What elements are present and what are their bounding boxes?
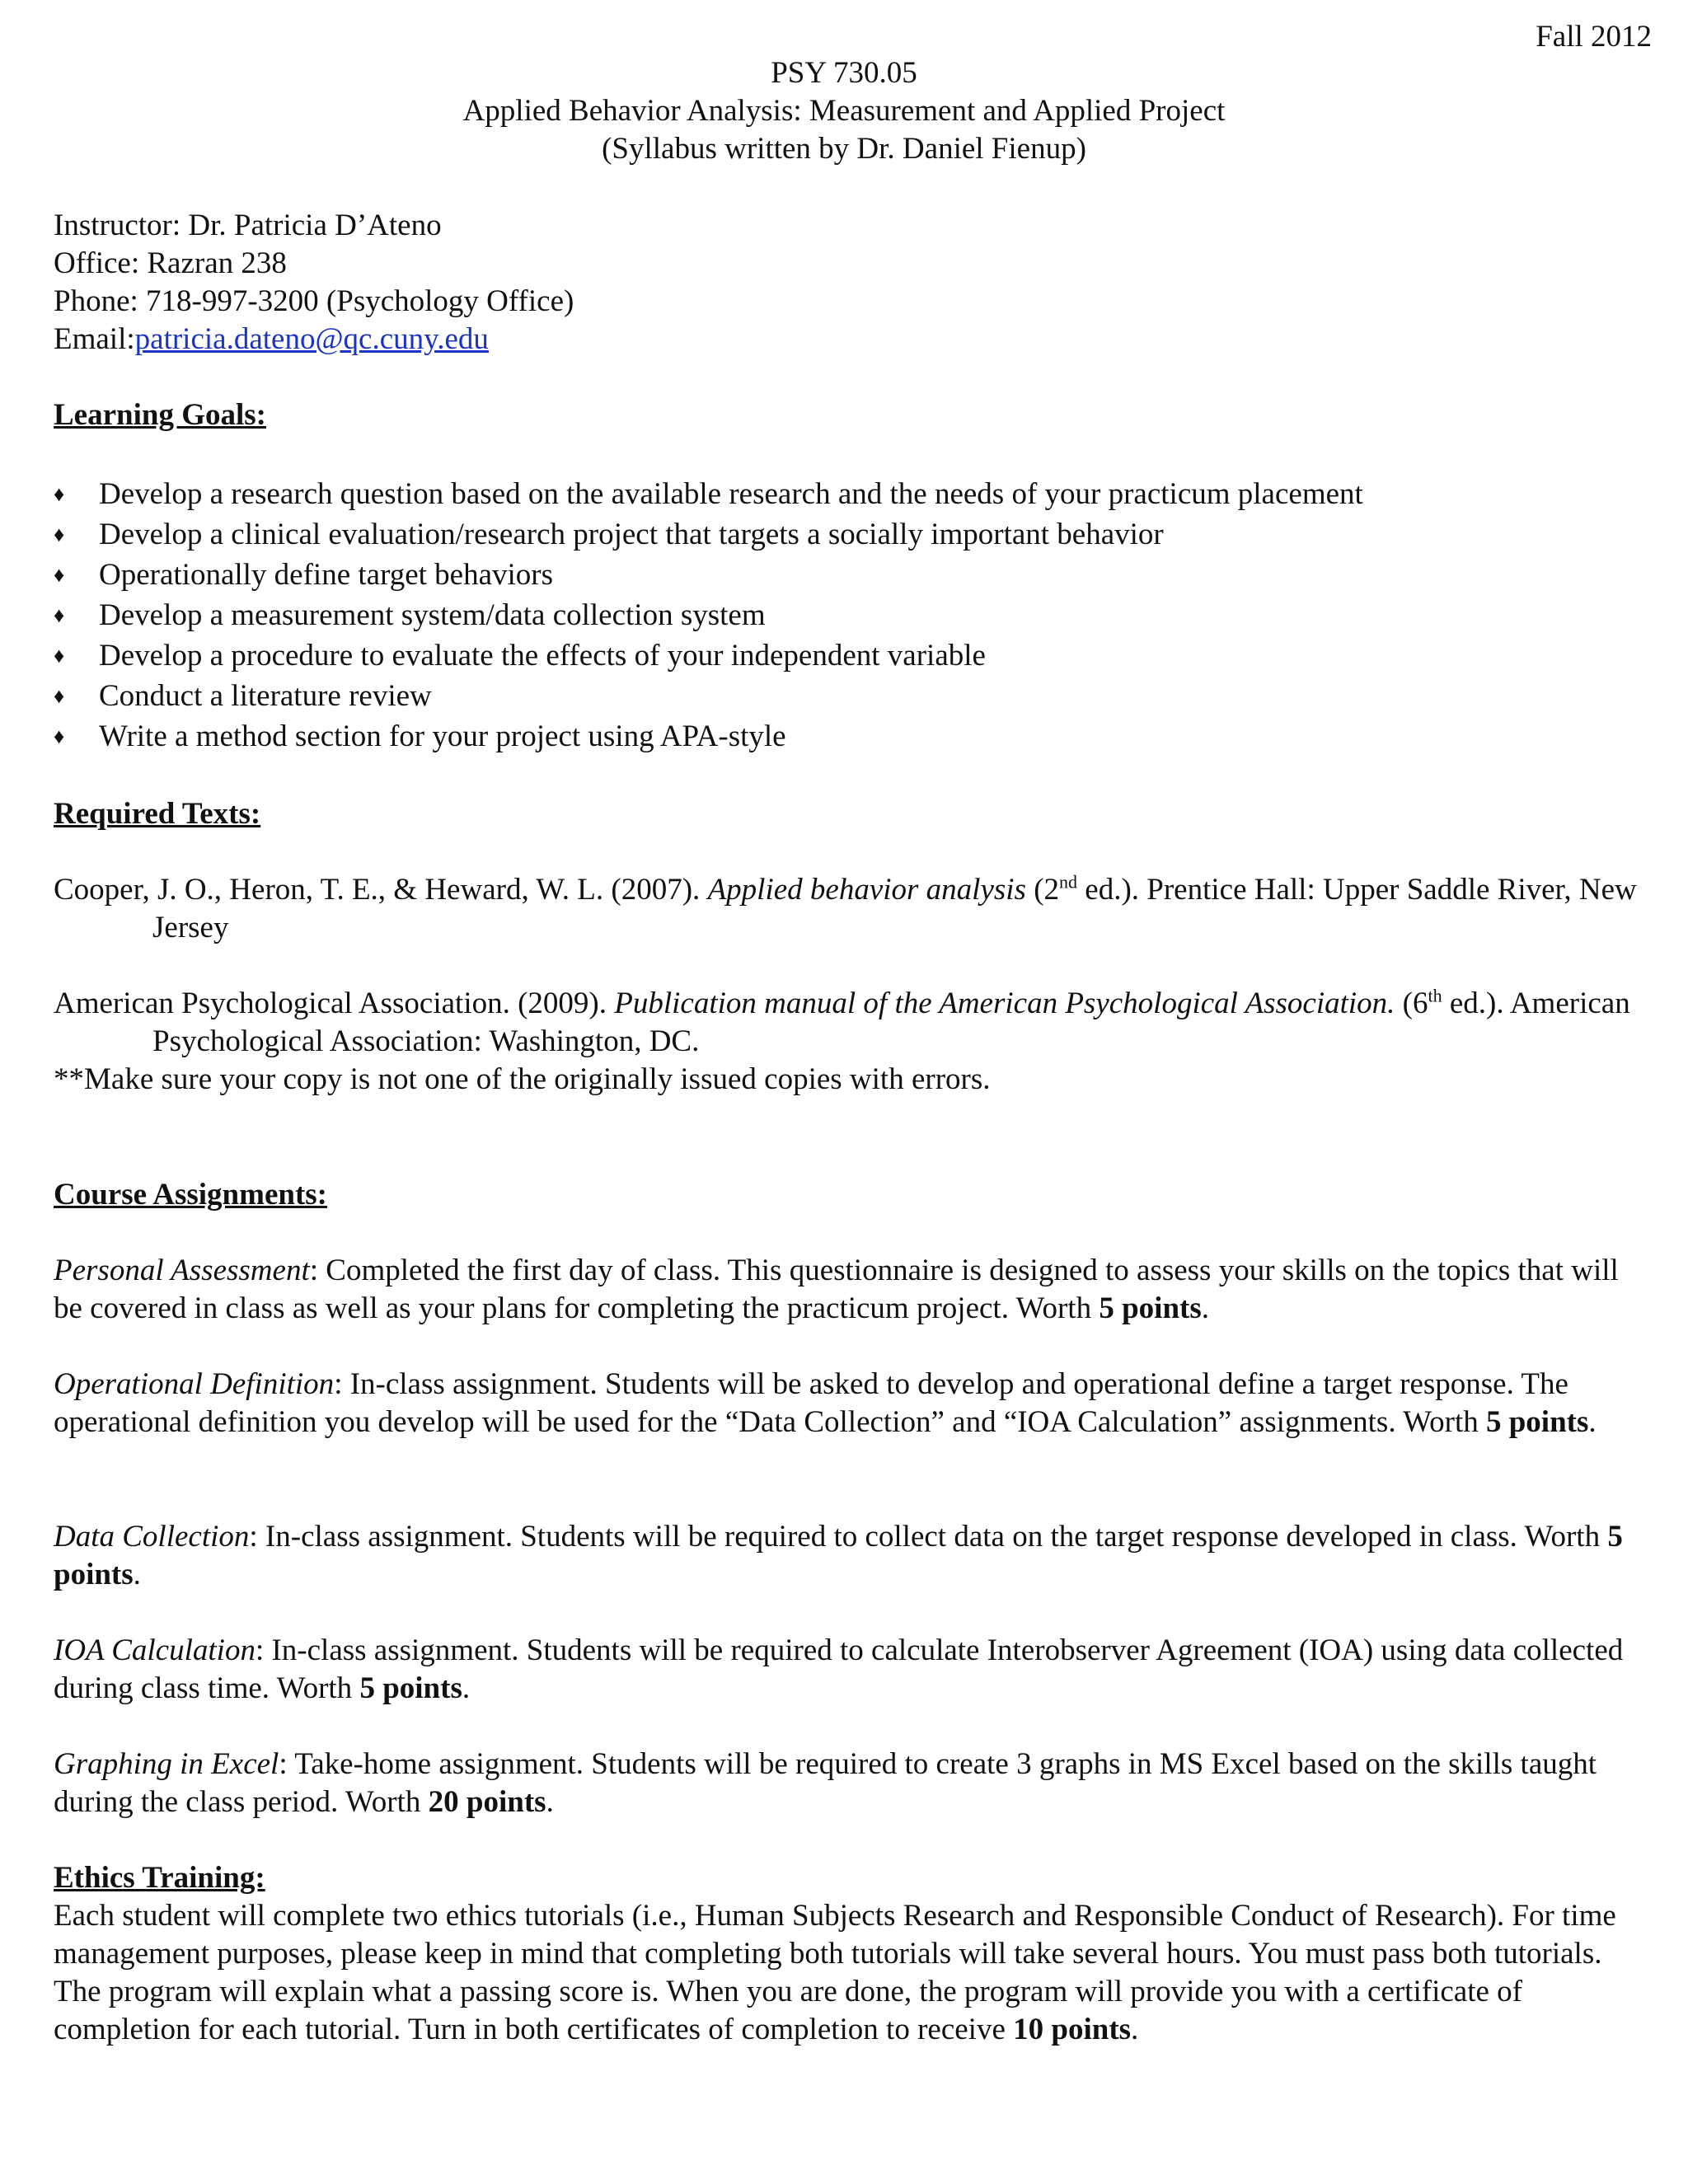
ethics-points: 10 points xyxy=(1013,2013,1132,2046)
ethics-text: Each student will complete two ethics tutorials (i.e., Human Subjects Research and Responsible Conduct of Research). For time management purposes, please keep in mind that completing both tutorials will take several hours. You must pass both tutorials. The program will explain what a passing score is. When you are done, the program will provide you with a certificate of completion for each tutorial. Turn in both certificates of completion to receive xyxy=(54,1899,1616,2046)
ref-edition: (6 xyxy=(1395,987,1428,1020)
assignment-end: . xyxy=(462,1671,471,1705)
learning-goals-heading: Learning Goals: xyxy=(54,398,266,432)
assignment-text: : In-class assignment. Students will be required to calculate Interobserver Agreement (IOA) using data collected during class time. Worth xyxy=(54,1633,1624,1705)
course-assignments-heading: Course Assignments: xyxy=(54,1178,327,1212)
ethics-paragraph xyxy=(54,1897,1652,2049)
assignment-text: : In-class assignment. Students will be required to collect data on the target response developed in class. Worth xyxy=(249,1520,1608,1554)
learning-goals-list xyxy=(0,476,1652,758)
assignment-label: IOA Calculation xyxy=(54,1633,256,1667)
assignment-end: . xyxy=(1201,1291,1209,1325)
ethics-end: . xyxy=(1131,2013,1139,2046)
learning-goal-item xyxy=(0,597,1652,637)
learning-goal-item xyxy=(0,556,1652,597)
email-link[interactable]: patricia.dateno@qc.cuny.edu xyxy=(134,322,489,356)
copy-warning-note: **Make sure your copy is not one of the originally issued copies with errors. xyxy=(54,1062,991,1096)
email-label: Email: xyxy=(54,322,135,356)
course-header xyxy=(0,54,1688,168)
ref-edition-sup: nd xyxy=(1059,871,1078,893)
learning-goal-text: Develop a measurement system/data collection system xyxy=(99,598,766,632)
assignment-label: Graphing in Excel xyxy=(54,1747,279,1781)
assignment-graphing-excel xyxy=(54,1746,1652,1821)
learning-goal-text: Conduct a literature review xyxy=(99,679,432,713)
diamond-bullet-icon: ♦ xyxy=(54,603,65,627)
assignment-ioa-calculation xyxy=(54,1632,1652,1708)
assignment-label: Data Collection xyxy=(54,1520,250,1554)
assignment-label: Personal Assessment xyxy=(54,1254,310,1287)
assignment-text: : Take-home assignment. Students will be required to create 3 graphs in MS Excel based on the skills taught during the class period. Worth xyxy=(54,1747,1597,1819)
ref-title: Applied behavior analysis xyxy=(707,873,1026,907)
course-code: PSY 730.05 xyxy=(771,56,917,90)
required-texts-heading: Required Texts: xyxy=(54,797,261,831)
diamond-bullet-icon: ♦ xyxy=(54,482,65,506)
assignment-end: . xyxy=(1588,1405,1597,1439)
assignment-personal-assessment xyxy=(54,1252,1652,1328)
instructor-info xyxy=(54,207,1652,359)
assignment-data-collection xyxy=(54,1518,1652,1594)
learning-goal-item xyxy=(0,718,1652,758)
assignment-label: Operational Definition xyxy=(54,1367,335,1401)
ref-edition: (2 xyxy=(1025,873,1060,907)
ref-authors: Cooper, J. O., Heron, T. E., & Heward, W. L. (2007). xyxy=(54,873,708,907)
ref-publisher: ed.). American Psychological Association: Washington, DC. xyxy=(152,987,1630,1058)
assignment-end: . xyxy=(546,1785,554,1819)
syllabus-note: (Syllabus written by Dr. Daniel Fienup) xyxy=(602,132,1086,166)
course-title: Applied Behavior Analysis: Measurement and Applied Project xyxy=(462,94,1226,128)
learning-goal-item xyxy=(0,476,1652,516)
learning-goal-item xyxy=(0,677,1652,718)
ethics-heading: Ethics Training: xyxy=(54,1861,265,1895)
ref-edition-sup: th xyxy=(1428,985,1442,1006)
assignment-points: 5 points xyxy=(54,1520,1623,1591)
ref-authors: American Psychological Association. (2009). xyxy=(54,987,615,1020)
assignment-points: 5 points xyxy=(359,1671,462,1705)
diamond-bullet-icon: ♦ xyxy=(54,563,65,587)
learning-goal-text: Develop a clinical evaluation/research project that targets a socially important behavior xyxy=(99,518,1164,551)
learning-goal-text: Write a method section for your project using APA-style xyxy=(99,719,786,753)
ref-title: Publication manual of the American Psychological Association. xyxy=(614,987,1395,1020)
assignment-points: 20 points xyxy=(428,1785,546,1819)
reference-cooper xyxy=(54,871,1652,947)
assignment-points: 5 points xyxy=(1099,1291,1202,1325)
diamond-bullet-icon: ♦ xyxy=(54,644,65,668)
ref-publisher: ed.). Prentice Hall: Upper Saddle River, New Jersey xyxy=(152,873,1637,944)
email-line xyxy=(54,321,1652,359)
office-line: Office: Razran 238 xyxy=(54,246,287,280)
phone-line: Phone: 718-997-3200 (Psychology Office) xyxy=(54,284,574,318)
assignment-points: 5 points xyxy=(1485,1405,1589,1439)
assignment-text: : Completed the first day of class. This questionnaire is designed to assess your skills on the topics that will be covered in class as well as your plans for completing the practicum project. Worth xyxy=(54,1254,1619,1325)
learning-goal-text: Develop a research question based on the available research and the needs of your practicum placement xyxy=(99,477,1363,511)
assignment-end: . xyxy=(133,1558,141,1591)
learning-goal-text: Operationally define target behaviors xyxy=(99,558,554,592)
diamond-bullet-icon: ♦ xyxy=(54,724,65,748)
assignment-text: : In-class assignment. Students will be asked to develop and operational define a target response. The operational definition you develop will be used for the “Data Collection” and “IOA Calculation” assignments. Worth xyxy=(54,1367,1568,1439)
reference-apa xyxy=(54,985,1652,1061)
assignment-operational-definition xyxy=(54,1366,1652,1441)
learning-goal-item xyxy=(0,516,1652,556)
diamond-bullet-icon: ♦ xyxy=(54,684,65,708)
diamond-bullet-icon: ♦ xyxy=(54,523,65,546)
instructor-line: Instructor: Dr. Patricia D’Ateno xyxy=(54,209,442,242)
learning-goal-text: Develop a procedure to evaluate the effects of your independent variable xyxy=(99,639,986,673)
term-label: Fall 2012 xyxy=(1536,20,1652,54)
learning-goal-item xyxy=(0,637,1652,677)
